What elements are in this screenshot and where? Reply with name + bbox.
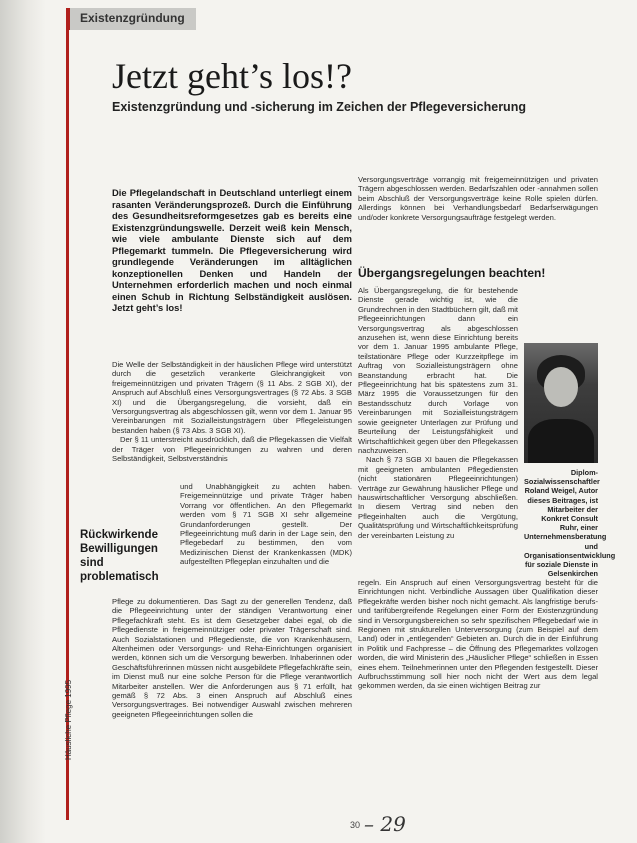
photo-face-shape	[544, 367, 578, 407]
page-number: 30	[350, 820, 361, 830]
body-text: Als Übergangsregelung, die für bestehende Dienste gerade wichtig ist, wie die Grundrechnen in den Stadtbüchern gilt, daß mit Pflegeeinrichtungen dann ein Versorgungsvertrag als abgeschlossen anzusehen ist, wenn diese Einrichtung bereits vor dem 1. Januar 1995 ambulante Pflege, teilstationäre Pflege oder Kurzzeitpflege im Auftrag von Sozialleistungsträgern ohne Beanstandung erbracht hat. Die Pflegeeinrichtung hat bis spätestens zum 31. März 1995 die Voraussetzungen für den Bestandsschutz durch Vorlage von Vereinbarungen mit Sozialleistungsträgern sowie geeigneter Unterlagen zur Prüfung und Beurteilung der Leistungsfähigkeit und Wirtschaftlichkeit gegen über den Pflegekassen nachzuweisen.	[358, 286, 518, 455]
body-paragraph-right-narrow	[358, 286, 518, 540]
side-heading: Rückwirkende Bewilligungen sind problematisch	[80, 529, 159, 583]
section-header-mark	[66, 8, 70, 30]
body-text: Nach § 73 SGB XI bauen die Pflegekassen mit geeigneten ambulanten Pflegediensten (nicht stationären Pflegeeinrichtungen) Verträge zur Gewährung häuslicher Pflege und hauswirtschaftlicher Versorgung abschließen. In diesem Vertrag sind neben den Pflegeinhalten auch die Vergütung, Qualitätsprüfung und Wirtschaftlichkeitsprüfung der vereinbarten Leistung zu	[358, 455, 518, 540]
article-subtitle: Existenzgründung und -sicherung im Zeichen der Pflegeversicherung	[112, 100, 526, 114]
scan-edge-shadow	[0, 0, 46, 843]
article-title: Jetzt geht’s los!?	[112, 56, 352, 96]
section-header-label: Existenzgründung	[80, 11, 185, 25]
author-photo	[524, 343, 598, 463]
handwritten-page-number: – 29	[364, 812, 406, 836]
body-paragraph-right-top: Versorgungsverträge vorrangig mit freigemeinnützigen und privaten Trägern abgeschlossen werden. Bedarfszahlen oder -annahmen sollen beim Abschluß der Versorgungsverträge keine Rolle spielen dürfen. Allerdings können bei Verhandlungsbedarf Bedarfserwägungen und/oder konkrete Versorgungsaufträge festgelegt werden.	[358, 175, 598, 222]
body-text: Die Welle der Selbständigkeit in der häuslichen Pflege wird unterstützt durch die gesetzlich verankerte Gleichrangigkeit von freigemeinnützigen und privaten Trägern (§ 11 Abs. 2 SGB XI), der Anspruch auf Abschluß eines Versorgungsvertrages (§ 72 Abs. 3 SGB XI) und die Übergangsregelung, die vorsieht, daß ein Versorgungsvertrag als abgeschlossen gilt, wenn vor dem 1. Januar 95 Vereinbarungen mit Sozialleistungsträgern über Pflegeleistungen bestanden haben (§ 73 Abs. 3 SGB XI).	[112, 360, 352, 435]
photo-body-shape	[528, 419, 594, 463]
body-paragraph-left-2: und Unabhängigkeit zu achten haben. Freigemeinnützige und private Träger haben Vorrang vor öffentlichen. An den Pflegemarkt werden vom § 71 SGB XI sehr allgemeine Grundanforderungen gestellt. Der Pflegeeinrichtung muß darin in der Lage sein, den Pflegebedarf zu bestimmen, den vom Medizinischen Dienst der Krankenkassen (MDK) aufgestellten Pflegeplan einzuhalten und die	[180, 482, 352, 567]
photo-caption: Diplom-Sozialwissenschaftler Roland Weigel, Autor dieses Beitrages, ist Mitarbeiter der Konkret Consult Ruhr, einer Unternehmensberatung und Organisationsentwicklung für soziale Dienste in Gelsenkirchen	[524, 468, 616, 579]
section-heading: Übergangsregelungen beachten!	[358, 266, 546, 280]
publication-credit: Häusliche Pflege 1995	[64, 679, 73, 760]
body-paragraph-left-3: Pflege zu dokumentieren. Das Sagt zu der generellen Tendenz, daß die Pflegeeinrichtung unter der ständigen Verantwortung einer Pflegefachkraft steht. Es ist dem Gesetzgeber dabei egal, ob die Pflegedienste in freigemeinnütziger oder privater Trägerschaft sind. Auch Sozialstationen und Pflegedienste, die von Krankenhäusern, Altenheimen oder Versorgungs- und Reha-Einrichtungen organisiert werden, können sich um die Versorgung bewerben. Inhaberinnen oder Geschäftsführerinnen müssen nicht ausgebildete Pflegefachkräfte sein, im Dienst muß nur eine solche Person für die Pflege verantwortlich Mitarbeiter anstellen. Wer die Anforderungen aus § 71 erfüllt, hat gemäß § 72 Abs. 3 einen Anspruch auf Abschluß eines Versorgungsvertrages. Bei notwendiger Auswahl zwischen mehreren geeigneten Pflegeeinrichtungen sollen die	[112, 597, 352, 719]
body-paragraph-left-1	[112, 360, 352, 463]
article-intro: Die Pflegelandschaft in Deutschland unterliegt einem rasanten Veränderungsprozeß. Durch die Einführung des Gesundheitsreformgesetzes gab es bereits eine Existenzgründungswelle. Derzeit weiß kein Mensch, wie viele ambulante Dienste sich auf dem Pflegemarkt tummeln. Die Pflegeversicherung wird grundlegende Veränderungen im alltäglichen konzeptionellen Denken und Handeln der Unternehmen erforderlich machen und noch einmal einen Schub in Richtung Selbständigkeit auslösen. Jetzt geht’s los!	[112, 187, 352, 313]
body-text: Der § 11 unterstreicht ausdrücklich, daß die Pflegekassen die Vielfalt der Träger von Pflegeeinrichtungen zu wahren und deren Selbständigkeit, Selbstverständnis	[112, 435, 352, 464]
body-paragraph-right-bottom: regeln. Ein Anspruch auf einen Versorgungsvertrag besteht für die Einrichtungen nicht. Verbindliche Aussagen über Qualifikation dieser Pflegekräfte werden bisher noch nicht gemacht. Als langfristige berufs- und tarifübergreifende Regelungen einer Form der Existenzgründung sind in Versorgungsbereichen so sehr spezifischen Pflegebedarf wie in Regionen mit strukturellen Unterversorgung (zum Beispiel auf dem Land) oder in „entlegenden“ Gebieten an. Durch die in der Einführung in Politik und Fachpresse – die Öffnung des Pflegemarktes vollzogen worden, die wird Ministerin des „Häuslicher Pflege“ schließen in Essen eines ehem. Teilnehmerinnen unter den Pflegenden festgestellt. Dieser Aufbruchsstimmung soll hier noch nicht der Wert aus dem legal gekommen werden, da sie einen wichtigen Beitrag zur	[358, 578, 598, 691]
